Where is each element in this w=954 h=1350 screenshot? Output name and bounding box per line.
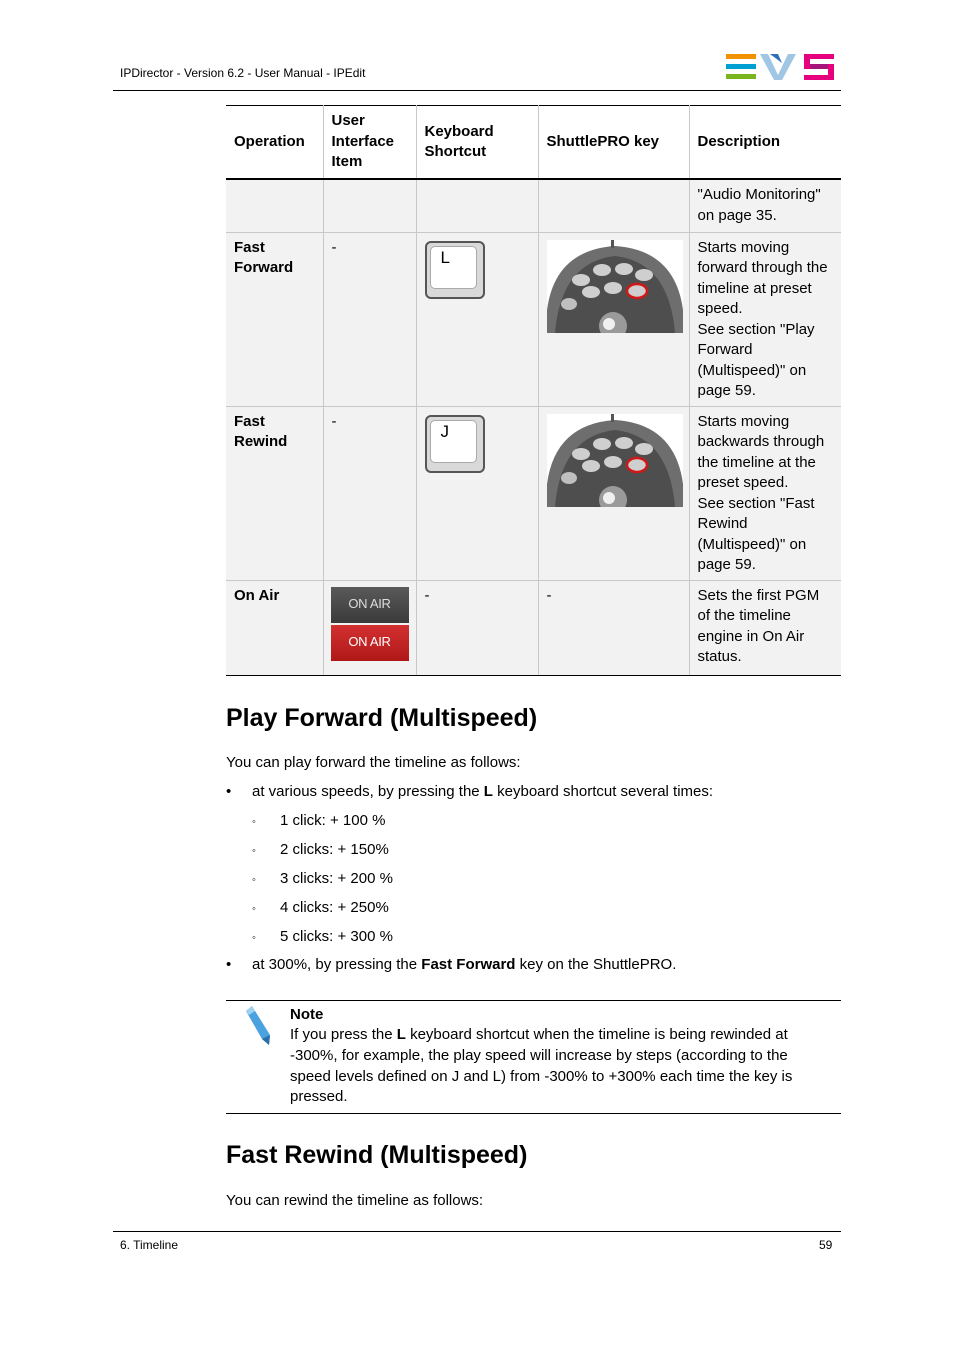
- on-air-button-off: ON AIR: [331, 587, 409, 623]
- speed-item: 5 clicks: + 300 %: [280, 928, 393, 945]
- bullet-glyph: •: [226, 956, 232, 973]
- shuttlepro-fast-forward-icon: [547, 240, 683, 333]
- list-text: key on the ShuttlePRO.: [515, 956, 677, 973]
- note-text: keyboard shortcut when the timeline is being rewinded at -300%, for example, the play speed will increase by steps (according to the speed levels defined on J and L) from -300% to +300% each time the key is pressed.: [290, 1026, 793, 1106]
- key-label: L: [430, 246, 477, 289]
- speed-item: 4 clicks: + 250%: [280, 899, 389, 916]
- operations-table: [226, 105, 841, 676]
- cross-reference-link[interactable]: See section "Fast Rewind (Multispeed)" on page 59.: [697, 494, 815, 573]
- cell-operation: Fast Rewind: [226, 406, 323, 580]
- cell-shuttle: -: [538, 580, 689, 675]
- cell-operation: On Air: [226, 580, 323, 675]
- pencil-icon: [242, 1005, 274, 1047]
- note-text-bold: L: [396, 1026, 406, 1043]
- shuttlepro-fast-rewind-icon: [547, 414, 683, 507]
- cell-operation: [226, 179, 323, 232]
- col-header-ui-item: User Interface Item: [323, 106, 416, 180]
- l-key-icon: [425, 241, 485, 299]
- cell-description: [689, 232, 841, 406]
- table-row: [226, 406, 841, 580]
- cell-shuttle: [538, 406, 689, 580]
- header-rule: [113, 90, 841, 91]
- table-row: [226, 179, 841, 232]
- sub-bullet-glyph: ◦: [252, 816, 256, 828]
- col-header-description: Description: [689, 106, 841, 180]
- note-bottom-rule: [226, 1113, 841, 1114]
- cell-shortcut: [416, 232, 538, 406]
- list-text: keyboard shortcut several times:: [492, 783, 714, 800]
- cell-description: "Audio Monitoring" on page 35.: [689, 179, 841, 232]
- bullet-glyph: •: [226, 783, 232, 800]
- description-text: Starts moving backwards through the timeline at the preset speed.: [697, 412, 825, 491]
- footer-page-number: 59: [819, 1238, 833, 1252]
- cell-description: [689, 406, 841, 580]
- list-text-bold: L: [483, 783, 493, 800]
- cell-shuttle: [538, 232, 689, 406]
- note-title: Note: [290, 1006, 324, 1023]
- on-air-button-on: ON AIR: [331, 625, 409, 661]
- note-top-rule: [226, 1000, 841, 1001]
- evs-logo: [726, 53, 834, 81]
- sub-bullet-glyph: ◦: [252, 845, 256, 857]
- sub-bullet-glyph: ◦: [252, 932, 256, 944]
- section-heading-play-forward: Play Forward (Multispeed): [226, 704, 538, 732]
- footer-chapter: 6. Timeline: [120, 1238, 179, 1252]
- speed-item: 3 clicks: + 200 %: [280, 870, 393, 887]
- cell-shortcut: [416, 179, 538, 232]
- note-body: [290, 1025, 830, 1108]
- cell-ui-item: [323, 580, 416, 675]
- speed-item: 1 click: + 100 %: [280, 812, 386, 829]
- table-header-row: [226, 106, 841, 180]
- list-text: at 300%, by pressing the: [252, 956, 422, 973]
- cell-ui-item: [323, 179, 416, 232]
- cell-ui-item: -: [323, 406, 416, 580]
- key-label: J: [430, 420, 477, 463]
- description-text: Starts moving forward through the timeline at preset speed.: [697, 238, 828, 317]
- cell-operation: Fast Forward: [226, 232, 323, 406]
- cell-shortcut: [416, 406, 538, 580]
- table-row: [226, 580, 841, 675]
- cell-shortcut: -: [416, 580, 538, 675]
- header-title: IPDirector - Version 6.2 - User Manual - IPEdit: [120, 66, 366, 80]
- list-text-bold: Fast Forward: [421, 956, 516, 973]
- cell-shuttle: [538, 179, 689, 232]
- fast-rewind-intro: You can rewind the timeline as follows:: [226, 1192, 484, 1209]
- col-header-shuttle: ShuttlePRO key: [538, 106, 689, 180]
- j-key-icon: [425, 415, 485, 473]
- table-row: [226, 232, 841, 406]
- note-text: If you press the: [290, 1026, 397, 1043]
- speed-item: 2 clicks: + 150%: [280, 841, 389, 858]
- cell-ui-item: -: [323, 232, 416, 406]
- play-forward-intro: You can play forward the timeline as follows:: [226, 754, 521, 771]
- col-header-operation: Operation: [226, 106, 323, 180]
- footer-rule: [113, 1231, 841, 1232]
- sub-bullet-glyph: ◦: [252, 874, 256, 886]
- list-text: at various speeds, by pressing the: [252, 783, 484, 800]
- col-header-shortcut: Keyboard Shortcut: [416, 106, 538, 180]
- cell-description: Sets the first PGM of the timeline engine in On Air status.: [689, 580, 841, 675]
- sub-bullet-glyph: ◦: [252, 903, 256, 915]
- section-heading-fast-rewind: Fast Rewind (Multispeed): [226, 1141, 528, 1169]
- cross-reference-link[interactable]: See section "Play Forward (Multispeed)" on page 59.: [697, 320, 815, 399]
